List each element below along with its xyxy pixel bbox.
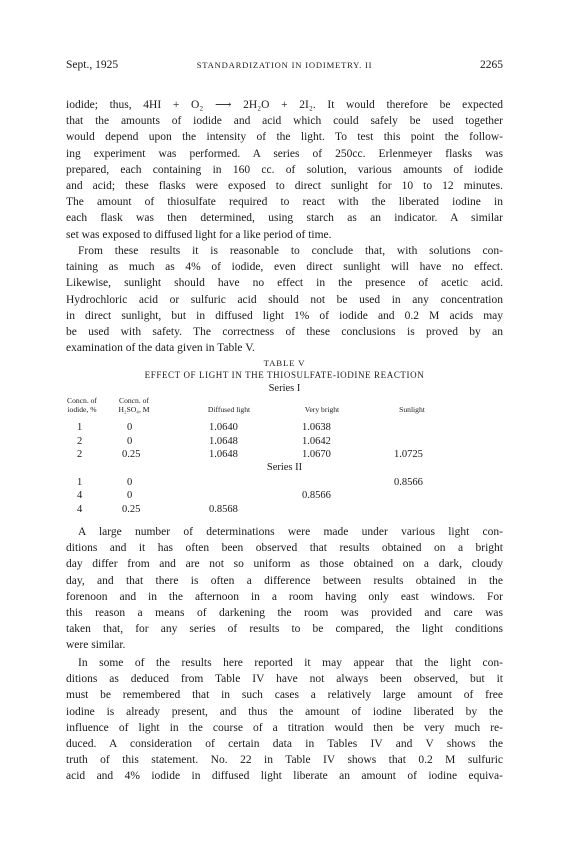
text-line: In some of the results here reported it may appear that the light con- (78, 657, 503, 669)
text-line: From these results it is reasonable to conclude that, with solutions con- (78, 245, 503, 257)
text-line: in direct sunlight, but in diffused light 1% of iodide and 0.2 M acids may (66, 309, 503, 322)
header-title: STANDARDIZATION IN IODIMETRY. II (196, 60, 373, 70)
text-line: influence of light in the course of a titration would then be very much re- (66, 721, 503, 734)
table-caption: EFFECT OF LIGHT IN THE THIOSULFATE-IODINE REACTION (144, 370, 425, 380)
text-line: truth of this statement. No. 22 in Table IV shows that 0.2 M sulfuric (66, 754, 503, 767)
text-line: be used with safety. The correctness of these conclusions is proved by an (66, 326, 503, 339)
text-line: set was exposed to diffused light for a like period of time. (66, 228, 332, 241)
text-line: ing experiment was performed. A series of 250cc. Erlenmeyer flasks was (66, 147, 503, 160)
text-line: duced. A consideration of certain data in Tables IV and V shows the (66, 738, 503, 751)
cell-diffused: 1.0648 (209, 435, 238, 447)
text-line: iodide; thus, 4HI + O₂ ⟶ 2H₂O + 2I₂. It would therefore be expected (66, 99, 503, 111)
column-header: iodide, % (67, 405, 97, 414)
text-line: ditions and it has often been observed that results obtained on a bright (66, 542, 503, 555)
cell-iodide: 4 (77, 490, 83, 501)
cell-acid: 0 (127, 490, 133, 501)
table-row (66, 502, 503, 516)
table-row (66, 475, 503, 489)
text-line: taining as much as 4% of iodide, even direct sunlight will have no effect. (66, 261, 503, 274)
text-line: Hydrochloric acid or sulfuric acid should not be used in any concentration (66, 293, 503, 306)
text-line: iodine is already present, and thus the amount of iodine liberated by the (66, 705, 503, 718)
cell-iodide: 1 (77, 476, 83, 488)
text-line: this reason a means of darkening the room was provided and care was (66, 607, 503, 620)
cell-diffused: 1.0640 (209, 422, 238, 433)
table-column-headers (66, 396, 503, 420)
table-row (66, 488, 503, 502)
column-header: Very bright (304, 405, 340, 414)
text-line: that the amounts of iodide and acid which could safely be used together (66, 115, 503, 128)
cell-acid: 0 (127, 476, 133, 488)
text-line: day differ from and are not so uniform as those obtained on a dark, cloudy (66, 558, 503, 571)
cell-acid: 0 (127, 422, 133, 433)
paragraph-2 (66, 243, 503, 356)
text-line: acid and 4% iodide in diffused light liberate an amount of iodine equiva- (66, 770, 503, 783)
cell-bright: 1.0670 (302, 449, 331, 460)
column-header: Sunlight (399, 405, 425, 414)
cell-bright: 0.8566 (302, 490, 331, 501)
cell-iodide: 4 (77, 503, 83, 515)
text-line: each flask was then determined, using starch as an indicator. A similar (66, 212, 503, 225)
cell-diffused: 1.0648 (209, 449, 238, 460)
cell-sunlight: 1.0725 (394, 449, 423, 460)
cell-sunlight: 0.8566 (394, 476, 423, 488)
column-header: Concn. of (67, 396, 97, 405)
cell-diffused: 0.8568 (209, 503, 238, 515)
paragraph-1 (66, 97, 503, 243)
text-line: would depend upon the intensity of the light. To test this point the follow- (66, 131, 503, 144)
text-line: forenoon and in the afternoon in a room having only east windows. For (66, 590, 503, 603)
series-label: Series I (268, 383, 301, 394)
column-header: Diffused light (207, 405, 251, 414)
table-title: TABLE V (263, 358, 306, 368)
table-row (66, 434, 503, 448)
text-line: and acid; these flasks were exposed to direct sunlight for 10 to 12 minutes. (66, 180, 503, 193)
cell-bright: 1.0642 (302, 435, 331, 447)
table-row (66, 420, 503, 434)
cell-iodide: 1 (77, 422, 83, 433)
text-line: day, and that there is often a difference between results obtained in the (66, 574, 503, 587)
cell-iodide: 2 (77, 435, 83, 447)
column-header: Concn. of (119, 396, 149, 405)
column-header: H₂SO₄, M (118, 405, 150, 414)
text-line: taken that, for any series of results to be compared, the light conditions (66, 623, 503, 636)
table-v (66, 357, 503, 515)
page-number: 2265 (480, 59, 503, 71)
table-row (66, 447, 503, 461)
paragraph-3 (66, 524, 503, 654)
text-line: examination of the data given in Table V. (66, 342, 255, 355)
cell-iodide: 2 (77, 449, 83, 460)
cell-acid: 0 (127, 435, 133, 447)
paragraph-4 (66, 655, 503, 785)
text-line: must be remembered that in such cases a relatively large amount of free (66, 689, 503, 702)
header-date: Sept., 1925 (66, 59, 119, 71)
running-header (66, 59, 503, 75)
cell-acid: 0.25 (122, 503, 141, 515)
cell-bright: 1.0638 (302, 422, 331, 433)
text-line: prepared, each containing in 160 cc. of solution, various amounts of iodide (66, 163, 503, 176)
series-label: Series II (266, 461, 303, 473)
text-line: The amount of thiosulfate required to react with the liberated iodine in (66, 196, 503, 209)
text-line: ditions as deduced from Table IV have not always been observed, but it (66, 673, 503, 686)
text-line: A large number of determinations were made under various light con- (78, 526, 503, 538)
text-line: Likewise, sunlight should have no effect in the presence of acetic acid. (66, 277, 503, 290)
cell-acid: 0.25 (122, 449, 141, 460)
text-line: were similar. (66, 639, 126, 652)
